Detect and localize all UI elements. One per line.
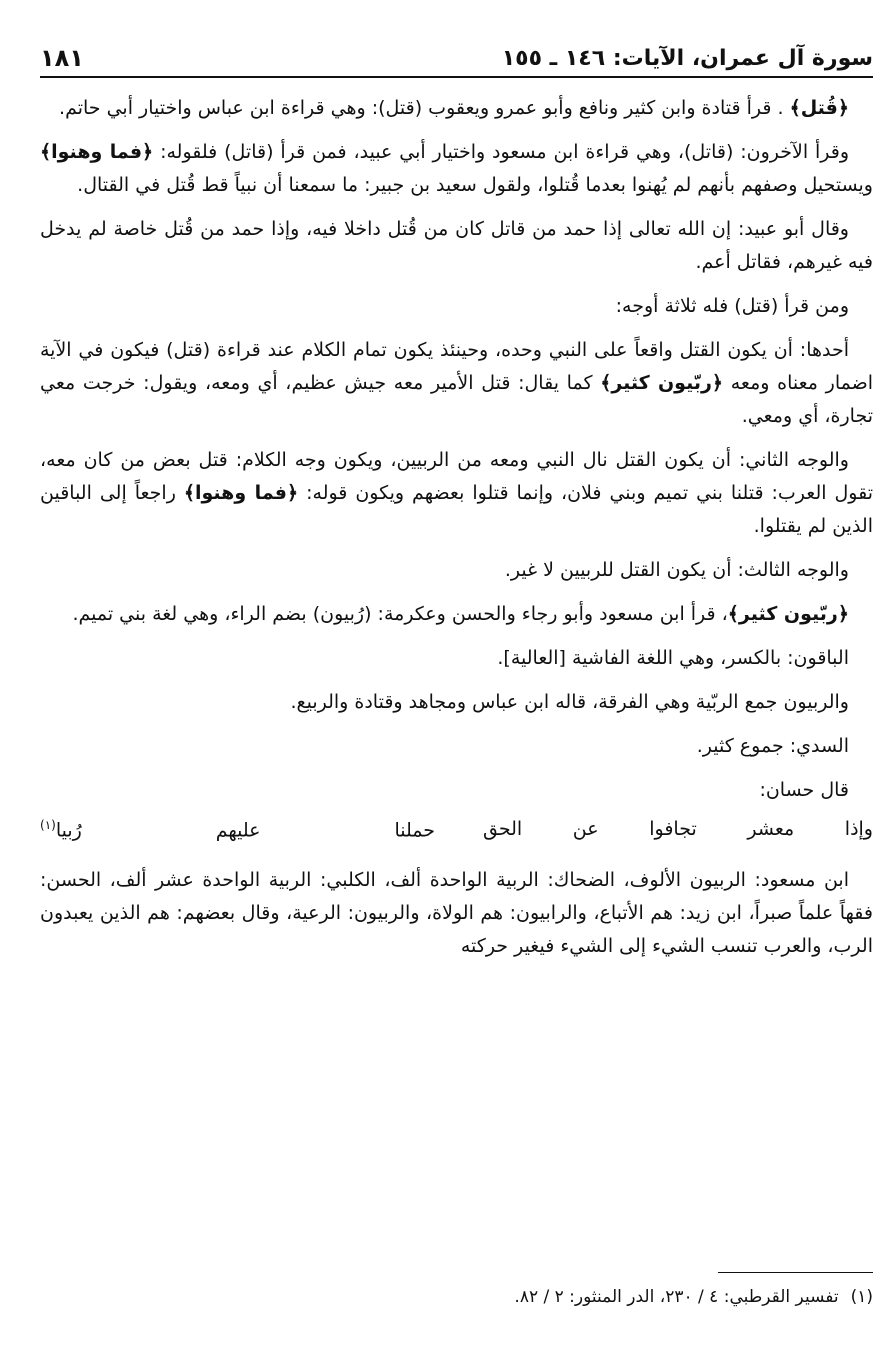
- paragraph: [40, 444, 873, 543]
- verse-first-hemistich: وإذا معشر تجافوا عن الحق: [483, 818, 873, 840]
- paragraph: [40, 334, 873, 433]
- page-header: [40, 42, 873, 78]
- paragraph: [40, 730, 873, 763]
- paragraph-text: أحدها: أن يكون القتل واقعاً على النبي وحده، وحينئذ يكون تمام الكلام عند قراءة (قتل) فيكون في الآية اضمار معناه ومعه: [40, 339, 873, 394]
- paragraph-text: كما يقال: قتل الأمير معه جيش عظيم، أي ومعه، ويقول: خرجت معي تجارة، أي ومعي.: [40, 372, 873, 427]
- paragraph: [40, 642, 873, 675]
- paragraph-text: ومن قرأ (قتل) فله ثلاثة أوجه:: [615, 295, 849, 317]
- quran-quote: ﴿ربّيون كثير﴾: [600, 372, 724, 394]
- paragraph: [40, 774, 873, 807]
- paragraph-text: ابن مسعود: الربيون الألوف، الضحاك: الربية الواحدة ألف، الكلبي: الربية الواحدة عشر ألف، الحسن: فقهاً علماً صبراً، ابن زيد: هم الأتباع، والرابيون: هم الولاة، والربيون: الرعية، وقال بعضهم: هم الذين يعبدون الرب، والعرب تنسب الشيء إلى الشيء فيغير حركته: [40, 869, 873, 957]
- paragraph-text: راجعاً إلى الباقين الذين لم يقتلوا.: [40, 482, 873, 537]
- paragraph: [40, 213, 873, 279]
- quran-quote: ﴿قُتل﴾: [789, 97, 849, 119]
- paragraph-text: الباقون: بالكسر، وهي اللغة الفاشية [العالية].: [497, 647, 849, 669]
- verse-second-text: حملنا عليهم رُبيا: [55, 819, 435, 842]
- paragraph-text: السدي: جموع كثير.: [696, 735, 849, 757]
- footnote-text: تفسير القرطبي: ٤ / ٢٣٠، الدر المنثور: ٢ / ٨٢.: [514, 1287, 839, 1307]
- footnote-number: (١): [850, 1287, 873, 1307]
- main-text: [40, 92, 873, 974]
- quran-quote: ﴿ربّيون كثير﴾: [727, 603, 849, 625]
- paragraph-text: والربيون جمع الربّية وهي الفرقة، قاله ابن عباس ومجاهد وقتادة والربيع.: [290, 691, 849, 713]
- paragraph-text: قال حسان:: [759, 779, 849, 801]
- verse-second-hemistich: [40, 818, 435, 841]
- poetry-verse: [40, 818, 873, 856]
- paragraph: [40, 598, 873, 631]
- paragraph-text: وقرأ الآخرون: (قاتل)، وهي قراءة ابن مسعود واختيار أبي عبيد، فمن قرأ (قاتل) فلقوله:: [153, 141, 850, 163]
- paragraph: [40, 290, 873, 323]
- footnote-separator: [718, 1272, 873, 1273]
- paragraph-text: والوجه الثالث: أن يكون القتل للربيين لا غير.: [504, 559, 849, 581]
- footnote: [40, 1282, 873, 1312]
- paragraph: [40, 864, 873, 963]
- paragraph-text: . قرأ قتادة وابن كثير ونافع وأبو عمرو ويعقوب (قتل): وهي قراءة ابن عباس واختيار أبي حاتم.: [59, 97, 790, 119]
- paragraph: [40, 92, 873, 125]
- paragraph-text: ويستحيل وصفهم بأنهم لم يُهنوا بعدما قُتلوا، ولقول سعيد بن جبير: ما سمعنا أن نبياً قط قُتل في القتال.: [77, 174, 873, 196]
- paragraph-text: وقال أبو عبيد: إن الله تعالى إذا حمد من قاتل كان من قُتل داخلا فيه، وإذا حمد من قُتل خاصة لم يدخل فيه غيرهم، فقاتل أعم.: [40, 218, 873, 273]
- paragraph: [40, 686, 873, 719]
- quran-quote: ﴿فما وهنوا﴾: [183, 482, 299, 504]
- footnote-reference: (١): [40, 818, 56, 832]
- page-number: ١٨١: [40, 44, 84, 72]
- quran-quote: ﴿فما وهنوا﴾: [40, 141, 154, 163]
- paragraph-text: ، قرأ ابن مسعود وأبو رجاء والحسن وعكرمة: (رُبيون) بضم الراء، وهي لغة بني تميم.: [72, 603, 728, 625]
- running-title: سورة آل عمران، الآيات: ١٤٦ ـ ١٥٥: [501, 46, 873, 71]
- paragraph: [40, 136, 873, 202]
- paragraph: [40, 554, 873, 587]
- paragraph-text: والوجه الثاني: أن يكون القتل نال النبي ومعه من الربيين، ويكون وجه الكلام: قتل بعض من كان معه، تقول العرب: قتلنا بني تميم وبني فلان، وإنما قتلوا بعضهم ويكون قوله:: [40, 449, 874, 504]
